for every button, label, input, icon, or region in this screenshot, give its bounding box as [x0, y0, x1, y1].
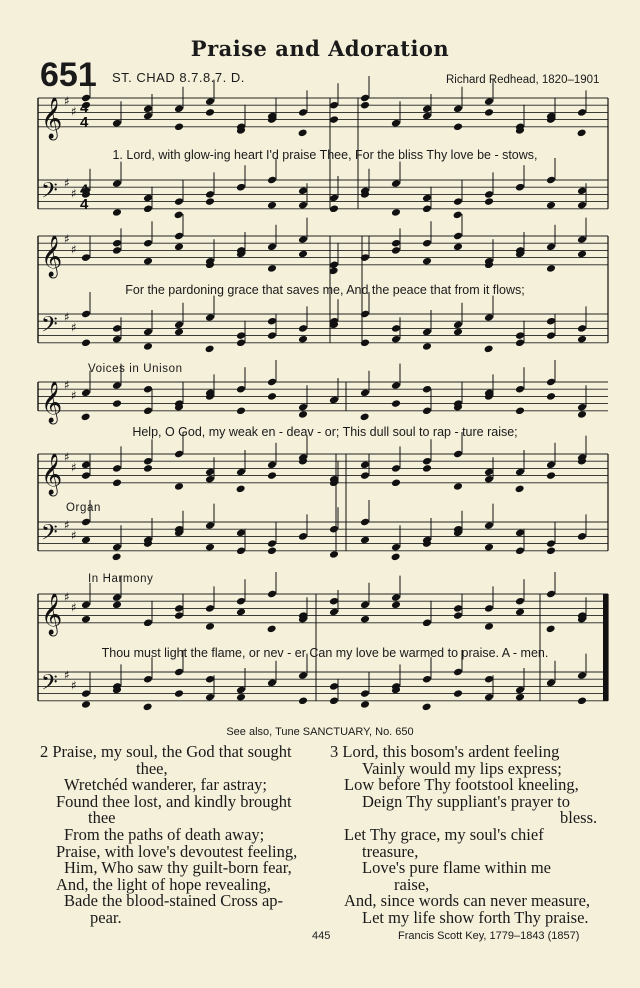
bass-clef-icon: 𝄢 — [41, 670, 58, 701]
note-head — [391, 478, 401, 487]
note-head — [453, 211, 463, 220]
note-head — [81, 615, 91, 624]
sharp-icon: ♯ — [71, 104, 77, 119]
verse-line: thee — [88, 808, 116, 828]
sharp-icon: ♯ — [64, 309, 70, 324]
note-head — [205, 108, 215, 117]
verse-line: And, the light of hope revealing, — [56, 874, 271, 894]
note-head — [236, 693, 246, 702]
note-head — [453, 122, 463, 131]
verse-line: Bade the blood-stained Cross ap- — [64, 891, 284, 911]
note-head — [422, 464, 432, 473]
verse-line: Wretchéd wanderer, far astray; — [64, 775, 267, 795]
treble-clef-icon: 𝄞 — [41, 97, 63, 139]
note-head — [484, 543, 494, 552]
note-head — [298, 129, 308, 138]
note-head — [174, 122, 184, 131]
note-head — [422, 342, 432, 351]
time-signature: 4 — [80, 195, 89, 213]
note-head — [546, 201, 556, 210]
note-head — [112, 399, 122, 408]
note-head — [577, 410, 587, 419]
note-head — [205, 622, 215, 631]
note-head — [453, 689, 463, 698]
note-head — [360, 101, 370, 110]
verse-line: bless. — [560, 808, 598, 828]
note-head — [515, 693, 525, 702]
note-head — [360, 413, 370, 422]
note-head — [236, 485, 246, 494]
note-head — [360, 536, 370, 545]
note-head — [484, 197, 494, 206]
note-head — [267, 625, 277, 634]
verse-line: pear. — [90, 907, 122, 927]
verse-line: Let my life show forth Thy praise. — [362, 907, 589, 927]
note-head — [515, 485, 525, 494]
note-head — [546, 471, 556, 480]
sharp-icon: ♯ — [64, 667, 70, 682]
sharp-icon: ♯ — [64, 93, 70, 108]
verse-line: 3 Lord, this bosom's ardent feeling — [330, 742, 560, 761]
hymn-number: 651 — [40, 56, 97, 94]
note-head — [546, 546, 556, 555]
note-head — [360, 615, 370, 624]
verse-line: treasure, — [362, 841, 419, 861]
tune-name: ST. CHAD 8.7.8.7. D. — [112, 70, 245, 85]
note-head — [360, 700, 370, 709]
note-head — [236, 608, 246, 617]
treble-clef-icon: 𝄞 — [41, 453, 63, 495]
note-head — [174, 328, 184, 337]
note-head — [577, 250, 587, 259]
time-signature: 4 — [80, 181, 89, 199]
page-title: Praise and Adoration — [190, 36, 450, 61]
note-head — [546, 625, 556, 634]
treble-clef-icon: 𝄞 — [41, 235, 63, 277]
note-head — [205, 197, 215, 206]
bass-clef-icon: 𝄢 — [41, 520, 58, 551]
note-head — [174, 482, 184, 491]
note-head — [577, 129, 587, 138]
note-head — [174, 242, 184, 251]
note-head — [298, 335, 308, 344]
sharp-icon: ♯ — [64, 589, 70, 604]
verse-2 — [40, 744, 330, 927]
note-head — [422, 257, 432, 266]
sharp-icon: ♯ — [64, 517, 70, 532]
note-head — [453, 242, 463, 251]
note-head — [267, 201, 277, 210]
note-head — [81, 413, 91, 422]
sharp-icon: ♯ — [64, 377, 70, 392]
verse-line: Vainly would my lips express; — [362, 758, 562, 778]
sharp-icon: ♯ — [71, 388, 77, 403]
note-head — [81, 700, 91, 709]
lyric-line-3: Help, O God, my weak en - deav - or; This dull soul to rap - ture raise; — [132, 425, 518, 439]
note-head — [577, 696, 587, 705]
composer-credit: Richard Redhead, 1820–1901 — [446, 74, 600, 86]
sharp-icon: ♯ — [64, 449, 70, 464]
note-head — [329, 550, 339, 559]
note-head — [143, 342, 153, 351]
note-head — [484, 345, 494, 354]
note-head — [174, 211, 184, 220]
note-head — [422, 703, 432, 712]
lyric-line-1: 1. Lord, with glow-ing heart I'd praise Thee, For the bliss Thy love be - stows, — [112, 148, 538, 162]
label-organ: Organ — [66, 502, 101, 514]
note-head — [112, 478, 122, 487]
note-head — [143, 703, 153, 712]
verse-line: From the paths of death away; — [64, 824, 265, 844]
note-head — [298, 250, 308, 259]
label-harmony: In Harmony — [88, 573, 154, 585]
note-head — [267, 392, 277, 401]
note-head — [484, 622, 494, 631]
sharp-icon: ♯ — [71, 460, 77, 475]
note-head — [236, 406, 246, 415]
sharp-icon: ♯ — [71, 186, 77, 201]
sharp-icon: ♯ — [71, 600, 77, 615]
sharp-icon: ♯ — [64, 175, 70, 190]
bass-clef-icon: 𝄢 — [41, 312, 58, 343]
note-head — [267, 264, 277, 273]
sharp-icon: ♯ — [71, 678, 77, 693]
verse-line: Low before Thy footstool kneeling, — [344, 775, 579, 795]
lyric-line-2: For the pardoning grace that saves me, And the peace that from it flows; — [125, 283, 525, 297]
note-head — [577, 335, 587, 344]
label-unison: Voices in Unison — [88, 363, 183, 375]
note-head — [143, 257, 153, 266]
verse-line: 2 Praise, my soul, the God that sought — [40, 742, 292, 761]
treble-clef-icon: 𝄞 — [41, 593, 63, 635]
note-head — [515, 406, 525, 415]
verse-3 — [330, 744, 620, 927]
note-head — [81, 536, 91, 545]
treble-clef-icon: 𝄞 — [41, 381, 63, 423]
note-head — [546, 264, 556, 273]
note-head — [391, 600, 401, 609]
verse-line: Found thee lost, and kindly brought — [56, 791, 292, 811]
note-head — [267, 471, 277, 480]
verse-line: And, since words can never measure, — [344, 891, 591, 911]
verse-line: Love's pure flame within me — [362, 858, 552, 878]
page-number: 445 — [312, 930, 331, 942]
note-head — [143, 464, 153, 473]
sharp-icon: ♯ — [71, 320, 77, 335]
note-head — [484, 108, 494, 117]
note-head — [391, 208, 401, 217]
note-head — [298, 410, 308, 419]
note-head — [112, 208, 122, 217]
author-credit: Francis Scott Key, 1779–1843 (1857) — [398, 930, 580, 942]
note-head — [267, 546, 277, 555]
sharp-icon: ♯ — [71, 528, 77, 543]
note-head — [360, 338, 370, 347]
note-head — [112, 600, 122, 609]
verse-line: Let Thy grace, my soul's chief — [344, 824, 544, 844]
note-head — [453, 482, 463, 491]
lyric-line-4: Thou must light the flame, or nev - er Can my love be warmed to praise. A - men. — [101, 646, 549, 660]
time-signature: 4 — [80, 113, 89, 131]
note-head — [205, 345, 215, 354]
verse-line: Him, Who saw thy guilt-born fear, — [64, 858, 292, 878]
note-head — [515, 608, 525, 617]
see-also-note: See also, Tune SANCTUARY, No. 650 — [226, 726, 414, 738]
sharp-icon: ♯ — [71, 242, 77, 257]
note-head — [174, 689, 184, 698]
time-signature: 4 — [80, 99, 89, 117]
note-head — [81, 338, 91, 347]
note-head — [453, 328, 463, 337]
sharp-icon: ♯ — [64, 231, 70, 246]
bass-clef-icon: 𝄢 — [41, 178, 58, 209]
note-head — [205, 543, 215, 552]
verse-line: Deign Thy suppliant's prayer to — [362, 791, 570, 811]
note-head — [391, 553, 401, 562]
verse-line: raise, — [394, 874, 430, 894]
note-head — [546, 392, 556, 401]
note-head — [391, 399, 401, 408]
note-head — [298, 696, 308, 705]
verse-line: thee, — [136, 758, 168, 778]
note-head — [112, 553, 122, 562]
verse-line: Praise, with love's devoutest feeling, — [56, 841, 298, 861]
